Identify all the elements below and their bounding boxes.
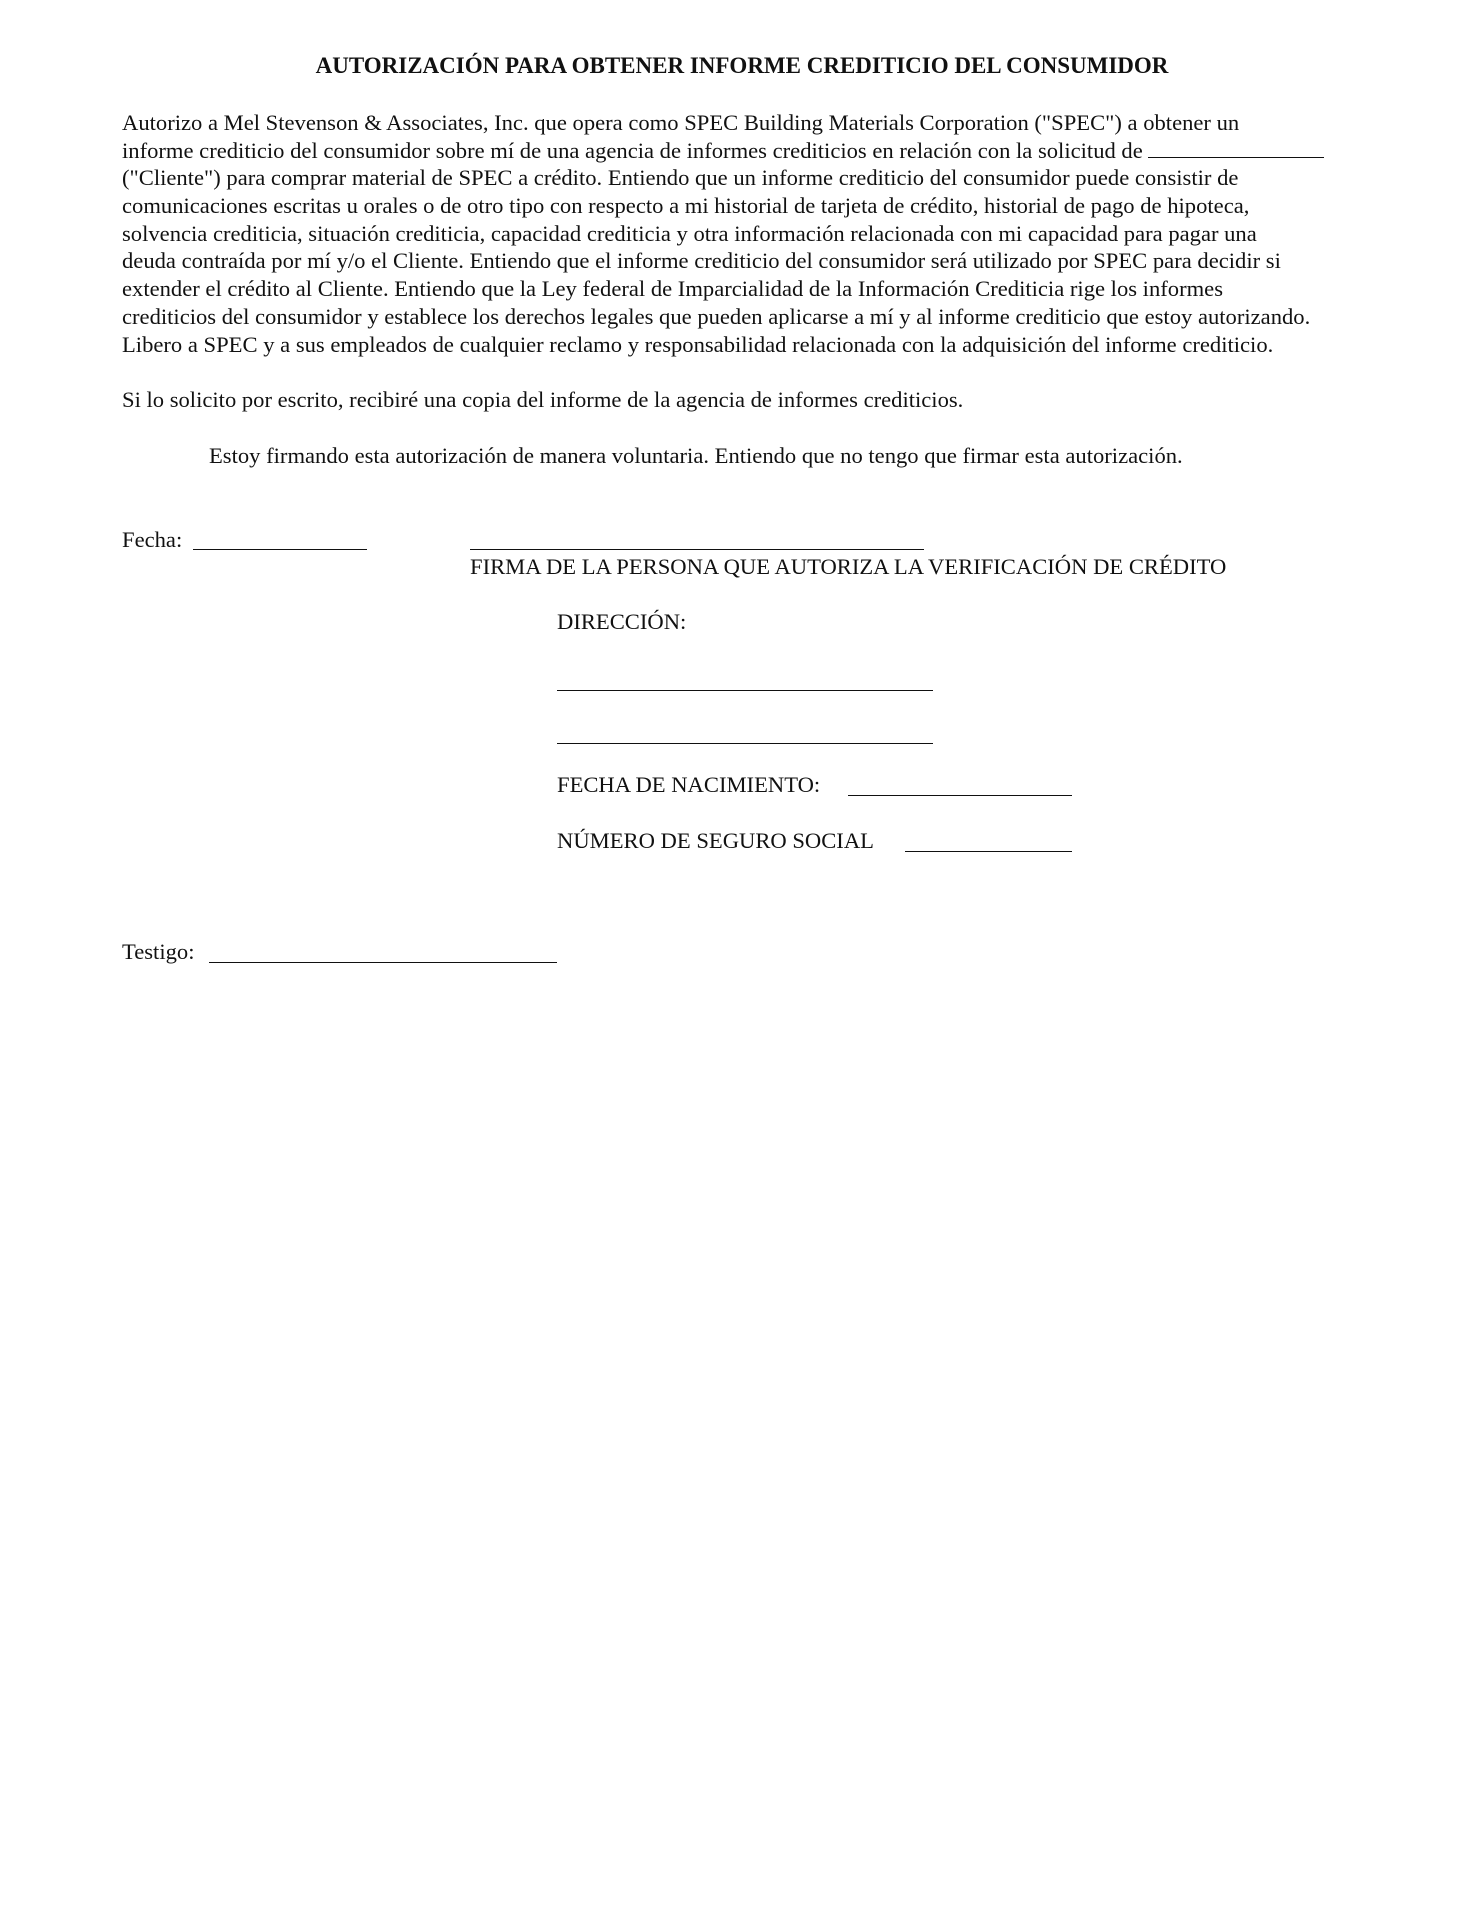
paragraph-line-text: informe crediticio del consumidor sobre mí de una agencia de informes crediticios en relación con la solicitud de [122, 137, 1143, 163]
ssn-label: NÚMERO DE SEGURO SOCIAL [557, 828, 874, 853]
paragraph-line: extender el crédito al Cliente. Entiendo que la Ley federal de Imparcialidad de la Información Crediticia rige los informes [122, 276, 1223, 302]
paragraph-line: comunicaciones escritas u orales o de otro tipo con respecto a mi historial de tarjeta de crédito, historial de pago de hipoteca, [122, 193, 1250, 219]
witness-field[interactable] [209, 962, 557, 963]
date-label: Fecha: [122, 527, 183, 552]
authorization-paragraph [122, 109, 1402, 358]
address-label: DIRECCIÓN: [557, 609, 687, 634]
date-field[interactable] [193, 549, 367, 550]
paragraph-line: solvencia crediticia, situación crediticia, capacidad crediticia y otra información relacionada con mi capacidad para pagar una [122, 220, 1257, 246]
paragraph-line: Autorizo a Mel Stevenson & Associates, Inc. que opera como SPEC Building Materials Corporation ("SPEC") a obtener un [122, 110, 1240, 135]
signature-label: FIRMA DE LA PERSONA QUE AUTORIZA LA VERIFICACIÓN DE CRÉDITO [470, 554, 1227, 579]
document-title: AUTORIZACIÓN PARA OBTENER INFORME CREDITICIO DEL CONSUMIDOR [315, 53, 1169, 78]
address-line-1-field[interactable] [557, 690, 933, 691]
dob-label: FECHA DE NACIMIENTO: [557, 772, 821, 797]
signature-field[interactable] [470, 549, 924, 550]
paragraph-line: deuda contraída por mí y/o el Cliente. Entiendo que el informe crediticio del consumidor será utilizado por SPEC para decidir si [122, 248, 1281, 274]
paragraph-line: Libero a SPEC y a sus empleados de cualquier reclamo y responsabilidad relacionada con la adquisición del informe crediticio. [122, 331, 1274, 357]
voluntary-notice: Estoy firmando esta autorización de manera voluntaria. Entiendo que no tengo que firmar esta autorización. [209, 443, 1183, 468]
copy-notice: Si lo solicito por escrito, recibiré una copia del informe de la agencia de informes crediticios. [122, 387, 964, 412]
witness-label: Testigo: [122, 939, 195, 964]
applicant-name-field[interactable] [1148, 139, 1324, 158]
paragraph-line: ("Cliente") para comprar material de SPEC a crédito. Entiendo que un informe crediticio del consumidor puede consistir de [122, 165, 1239, 191]
ssn-field[interactable] [905, 851, 1072, 852]
dob-field[interactable] [848, 795, 1072, 796]
paragraph-line [122, 137, 1402, 165]
paragraph-line: crediticios del consumidor y establece los derechos legales que pueden aplicarse a mí y al informe crediticio que estoy autorizando. [122, 303, 1311, 329]
address-line-2-field[interactable] [557, 743, 933, 744]
